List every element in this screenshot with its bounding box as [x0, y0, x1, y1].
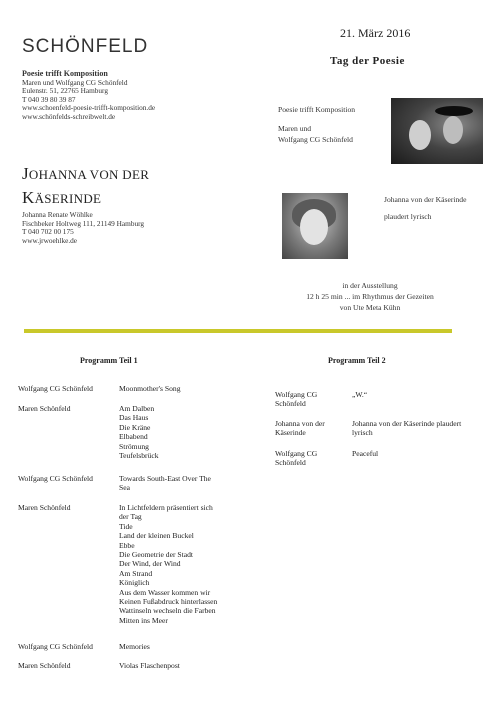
duo-caption-name-2: Wolfgang CG Schönfeld — [278, 135, 353, 144]
program1-row — [18, 503, 258, 629]
program2-row — [275, 449, 485, 469]
exhibition-line-1: in der Ausstellung — [342, 281, 398, 290]
piece: Memories — [119, 642, 150, 651]
performer: Maren Schönfeld — [18, 503, 71, 512]
contact-website-1[interactable]: www.schoenfeld-poesie-trifft-komposition.de — [22, 103, 156, 113]
performer: Wolfgang CG Schönfeld — [275, 390, 318, 409]
piece: Johanna von der Käserinde plaudert lyrisch — [352, 419, 462, 438]
program1-row — [18, 661, 258, 671]
solo-caption-subtitle: plaudert lyrisch — [384, 212, 432, 221]
performer: Maren Schönfeld — [18, 661, 71, 670]
performer: Johanna von der Käserinde — [275, 419, 325, 438]
johanna-contact-block — [22, 211, 242, 245]
piece-list: Am Dalben Das Haus Die Kräne Elbabend Strömung Teufelsbrück — [119, 404, 159, 461]
contact-phone: T 040 39 80 39 87 — [22, 94, 76, 104]
exhibition-line-3: von Ute Meta Kühn — [339, 303, 401, 312]
program2-row — [275, 390, 485, 410]
contact-title: Poesie trifft Komposition — [22, 69, 108, 78]
piece: Peaceful — [352, 449, 379, 458]
solo-caption-name: Johanna von der Käserinde — [384, 195, 467, 204]
performer: Wolfgang CG Schönfeld — [18, 474, 93, 483]
schoenfeld-logo: SCHÖNFELD — [22, 36, 149, 57]
performer: Wolfgang CG Schönfeld — [275, 449, 318, 468]
performer: Wolfgang CG Schönfeld — [18, 642, 93, 651]
program2-heading: Programm Teil 2 — [328, 356, 386, 365]
piece: Towards South-East Over The Sea — [119, 474, 211, 493]
schoenfeld-contact-block — [22, 70, 222, 122]
performer: Wolfgang CG Schönfeld — [18, 384, 93, 393]
event-date: 21. März 2016 — [340, 26, 411, 40]
duo-photo — [391, 98, 483, 164]
program1-heading: Programm Teil 1 — [80, 356, 138, 365]
johanna-website[interactable]: www.jrwoehlke.de — [22, 235, 78, 245]
piece: Moonmother's Song — [119, 384, 181, 393]
duo-caption-title: Poesie trifft Komposition — [278, 105, 356, 114]
johanna-fullname: Johanna Renate Wöhlke — [22, 210, 93, 219]
duo-caption-name-1: Maren und — [278, 124, 312, 133]
contact-names: Maren und Wolfgang CG Schönfeld — [22, 77, 128, 87]
johanna-name-heading: JOHANNA VON DER KÄSERINDE — [22, 164, 150, 207]
johanna-photo — [282, 193, 348, 259]
solo-caption — [384, 194, 494, 222]
program1-row — [18, 384, 258, 394]
piece-list: In Lichtfeldern präsentiert sich der Tag Tide Land der kleinen Buckel Ebbe Die Geometrie der Stadt Der Wind, der Wind Am Strand Königlich Aus dem Wasser kommen wir Keinen Fußabdruck hinterlassen Wattinseln wechseln die Farben Mitten ins Meer — [119, 503, 218, 625]
program1-row — [18, 404, 258, 464]
contact-address: Eulenstr. 51, 22765 Hamburg — [22, 86, 109, 96]
section-divider — [24, 329, 452, 333]
johanna-phone: T 040 702 00 175 — [22, 227, 74, 237]
event-title: Tag der Poesie — [330, 55, 405, 67]
piece: Violas Flaschenpost — [119, 661, 180, 670]
program1-row — [18, 474, 258, 494]
duo-caption — [278, 104, 388, 145]
performer: Maren Schönfeld — [18, 404, 71, 413]
program2-row — [275, 419, 485, 439]
piece: „W.“ — [352, 390, 368, 399]
exhibition-line-2: 12 h 25 min ... im Rhythmus der Gezeiten — [306, 292, 434, 301]
program1-row — [18, 642, 258, 652]
contact-website-2[interactable]: www.schönfelds-schreibwelt.de — [22, 111, 116, 121]
johanna-address: Fischbeker Holtweg 111, 21149 Hamburg — [22, 218, 145, 228]
exhibition-note — [260, 280, 480, 313]
